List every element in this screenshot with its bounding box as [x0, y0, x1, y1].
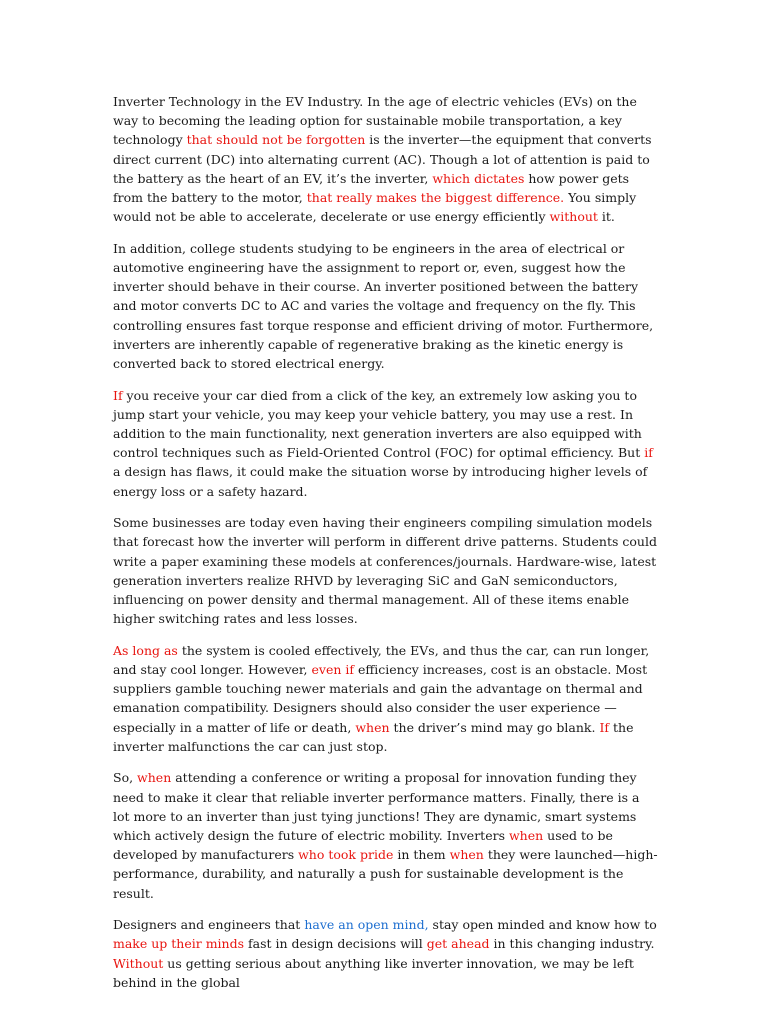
text-segment: used to be developed by manufacturers — [113, 828, 613, 863]
paragraph-6 — [113, 768, 658, 902]
text-segment: Inverter Technology in the EV Industry. In the age of electric vehicles (EVs) on the way to becoming the leading option for sustainable mobile transportation, a key technology — [113, 94, 637, 148]
highlighted-phrase-blue: have an open mind, — [304, 917, 429, 933]
highlighted-phrase-red: when — [508, 828, 544, 844]
highlighted-phrase-red: if — [644, 445, 653, 461]
paragraph-5 — [113, 641, 658, 756]
highlighted-phrase-red: make up their minds — [113, 936, 245, 952]
highlighted-phrase-red: If — [599, 719, 610, 735]
text-segment: So, — [113, 770, 138, 786]
highlighted-phrase-red: when — [449, 847, 484, 863]
highlighted-phrase-red: when — [137, 770, 172, 786]
text-segment: a design has flaws, it could make the situation worse by introducing higher levels of energy loss or a safety hazard. — [113, 464, 648, 499]
highlighted-phrase-red: that really makes the biggest difference. — [306, 190, 565, 206]
document-page — [113, 92, 658, 1004]
text-segment: Some businesses are today even having their engineers compiling simulation models that forecast how the inverter will perform in different drive patterns. Students could write a paper examining these models at conferences/journals. Hardware-wise, latest generation inverters realize RHVD by leveraging SiC and GaN semiconductors, influencing on power density and thermal management. All of these items enable higher switching rates and less losses. — [113, 515, 657, 627]
highlighted-phrase-red: As long as — [113, 642, 178, 658]
text-segment: efficiency increases, cost is an obstacle. Most suppliers gamble touching newer materials and gain the advantage on thermal and emanation compatibility. Designers should also consider the user experience — especially in a matter of life or death, — [113, 662, 648, 735]
text-segment: the inverter malfunctions the car can just stop. — [113, 719, 634, 754]
text-segment: in them — [393, 847, 450, 863]
highlighted-phrase-red: without — [549, 209, 598, 225]
text-segment: fast in design decisions will — [244, 936, 427, 952]
text-segment: is the inverter—the equipment that converts direct current (DC) into alternating current (AC). Though a lot of attention is paid to the battery as the heart of an EV, it’s the inverter, — [113, 132, 652, 186]
text-segment: the system is cooled effectively, the EVs, and thus the car, can run longer, and stay cool longer. However, — [113, 642, 650, 678]
text-segment: You simply would not be able to accelerate, decelerate or use energy efficiently — [113, 190, 637, 225]
text-segment: In addition, college students studying to be engineers in the area of electrical or automotive engineering have the assignment to report or, even, suggest how the inverter should behave in their course. An inverter positioned between the battery and motor converts DC to AC and varies the voltage and frequency on the fly. This controlling ensures fast torque response and efficient driving of motor. Furthermore, inverters are inherently capable of regenerative braking as the kinetic energy is converted back to stored electrical energy. — [113, 240, 654, 372]
paragraph-4 — [113, 513, 658, 628]
paragraph-3 — [113, 386, 658, 501]
text-segment: the driver’s mind may go blank. — [389, 719, 600, 735]
text-segment: it. — [597, 209, 615, 225]
text-segment: in this changing industry. — [489, 936, 655, 952]
text-segment: attending a conference or writing a proposal for innovation funding they need to make it clear that reliable inverter performance matters. Finally, there is a lot more to an inverter than just tying junctions! They are dynamic, smart systems which actively design the future of electric mobility. Inverters — [113, 770, 640, 844]
highlighted-phrase-red: get ahead — [426, 936, 490, 952]
paragraph-1 — [113, 92, 658, 226]
highlighted-phrase-red: If — [113, 387, 123, 403]
text-segment: they were launched—high-performance, durability, and naturally a push for sustainable development is the result. — [113, 847, 658, 901]
highlighted-phrase-red: that should not be forgotten — [186, 132, 366, 148]
highlighted-phrase-red: who took pride — [298, 847, 394, 863]
paragraph-7 — [113, 915, 658, 992]
text-segment: Designers and engineers that — [113, 917, 305, 933]
highlighted-phrase-red: when — [355, 719, 390, 735]
highlighted-phrase-red: Without — [113, 955, 164, 971]
text-segment: how power gets from the battery to the motor, — [113, 170, 630, 206]
paragraph-2 — [113, 239, 658, 373]
text-segment: stay open minded and know how to — [428, 917, 657, 933]
highlighted-phrase-red: even if — [311, 662, 354, 678]
text-segment: us getting serious about anything like inverter innovation, we may be left behind in the global — [113, 955, 634, 990]
text-segment: you receive your car died from a click of the key, an extremely low asking you to jump start your vehicle, you may keep your vehicle battery, you may use a rest. In addition to the main functionality, next generation inverters are also equipped with control techniques such as Field-Oriented Control (FOC) for optimal efficiency. But — [113, 387, 645, 461]
highlighted-phrase-red: which dictates — [432, 170, 525, 186]
